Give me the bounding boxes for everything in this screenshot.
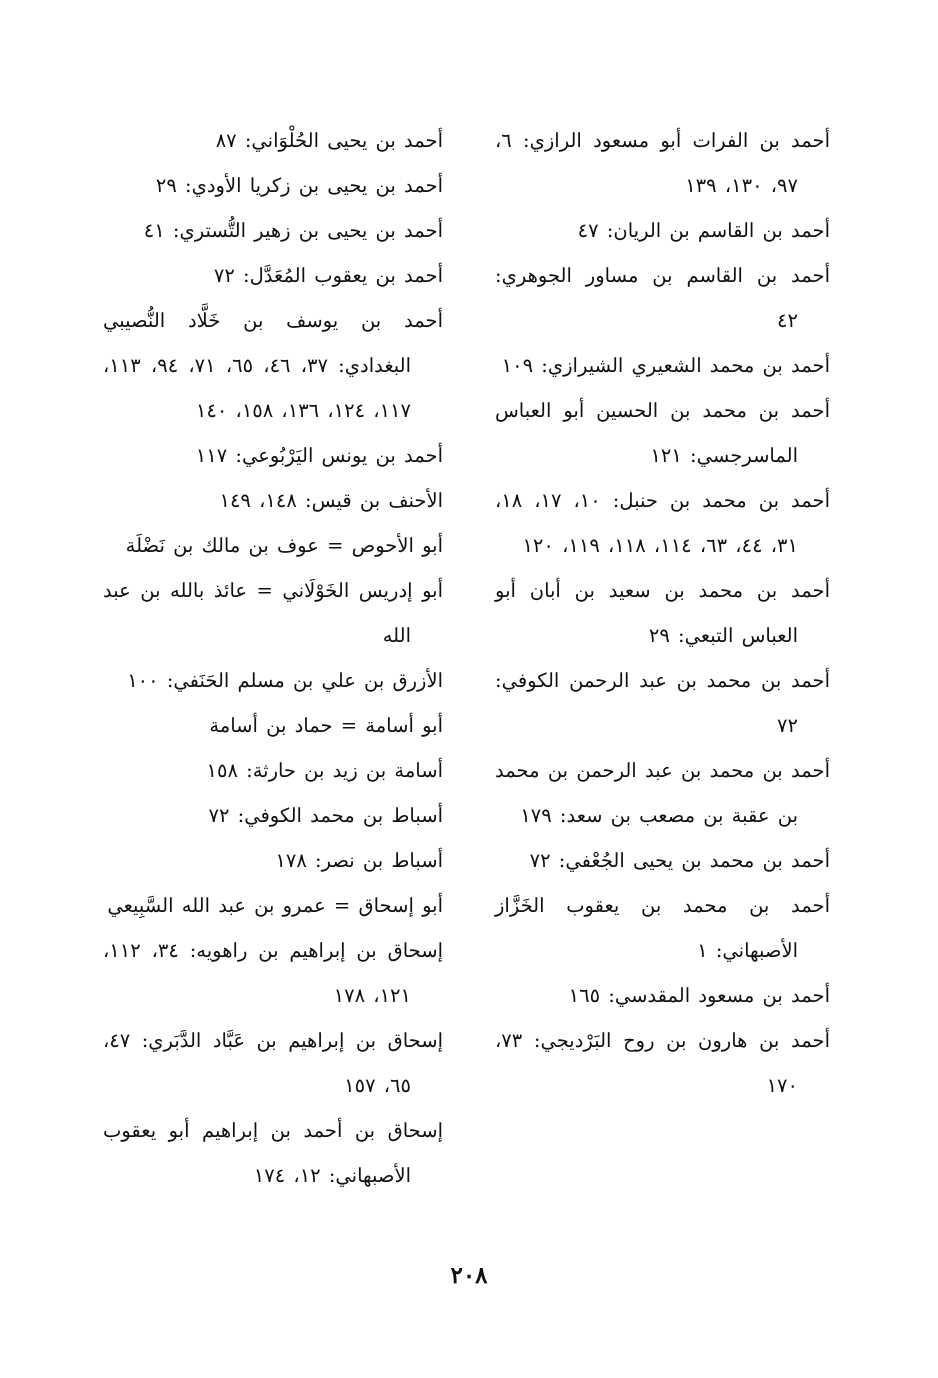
index-entry: أحمد بن يحيى بن زهير التُّستري: ٤١ bbox=[143, 219, 443, 242]
index-entry: أسباط بن محمد الكوفي: ٧٢ bbox=[208, 804, 443, 827]
index-entry: أحمد بن يعقوب المُعَدَّل: ٧٢ bbox=[213, 264, 443, 287]
index-entry: أحمد بن محمد بن يعقوب الخَزَّاز الأصبهاني: ١ bbox=[495, 894, 830, 962]
index-entry: إسحاق بن إبراهيم بن راهويه: ٣٤، ١١٢، ١٢١، ١٧٨ bbox=[103, 939, 443, 1007]
index-column-right bbox=[495, 118, 830, 1108]
index-entry: أحمد بن محمد بن سعيد بن أبان أبو العباس التبعي: ٢٩ bbox=[495, 579, 830, 647]
index-entry: أحمد بن محمد بن حنبل: ١٠، ١٧، ١٨، ٣١، ٤٤، ٦٣، ١١٤، ١١٨، ١١٩، ١٢٠ bbox=[495, 489, 830, 557]
index-entry: أبو أسامة = حماد بن أسامة bbox=[209, 714, 443, 737]
index-entry: أسباط بن نصر: ١٧٨ bbox=[275, 849, 443, 872]
index-entry: أحمد بن محمد الشعيري الشيرازي: ١٠٩ bbox=[501, 354, 830, 377]
index-entry: إسحاق بن إبراهيم بن عَبَّاد الدَّبَري: ٤٧، ٦٥، ١٥٧ bbox=[103, 1029, 443, 1097]
index-entry: أحمد بن محمد بن يحيى الجُعْفي: ٧٢ bbox=[529, 849, 830, 872]
index-entry: أبو إدريس الخَوْلَاني = عائذ بالله بن عبد الله bbox=[103, 579, 443, 647]
index-entry: أبو إسحاق = عمرو بن عبد الله السَّبِيعي bbox=[107, 894, 443, 917]
index-column-left bbox=[103, 118, 443, 1198]
index-entry: أحمد بن يوسف بن خَلَّاد النُّصيبي البغدادي: ٣٧، ٤٦، ٦٥، ٧١، ٩٤، ١١٣، ١١٧، ١٢٤، ١٣٦، ١٥٨، ١٤٠ bbox=[103, 309, 443, 422]
index-entry: أحمد بن القاسم بن مساور الجوهري: ٤٢ bbox=[495, 264, 830, 332]
index-entry: أحمد بن هارون بن روح البَرْديجي: ٧٣، ١٧٠ bbox=[495, 1029, 830, 1097]
index-entry: أحمد بن القاسم بن الريان: ٤٧ bbox=[577, 219, 830, 242]
index-entry: أحمد بن محمد بن عبد الرحمن الكوفي: ٧٢ bbox=[495, 669, 830, 737]
index-entry: الأحنف بن قيس: ١٤٨، ١٤٩ bbox=[219, 489, 443, 512]
index-entry: أحمد بن يحيى بن زكريا الأودي: ٢٩ bbox=[155, 174, 443, 197]
index-entry: أسامة بن زيد بن حارثة: ١٥٨ bbox=[206, 759, 443, 782]
index-entry: أحمد بن محمد بن عبد الرحمن بن محمد بن عقبة بن مصعب بن سعد: ١٧٩ bbox=[495, 759, 830, 827]
index-entry: أحمد بن يونس اليَرْبُوعي: ١١٧ bbox=[195, 444, 443, 467]
index-entry: أحمد بن مسعود المقدسي: ١٦٥ bbox=[568, 984, 830, 1007]
index-entry: أحمد بن الفرات أبو مسعود الرازي: ٦، ٩٧، ١٣٠، ١٣٩ bbox=[495, 129, 830, 197]
index-entry: أحمد بن يحيى الحُلْوَاني: ٨٧ bbox=[215, 129, 443, 152]
page-number: ٢٠٨ bbox=[450, 1262, 488, 1289]
index-entry: أحمد بن محمد بن الحسين أبو العباس الماسرجسي: ١٢١ bbox=[495, 399, 830, 467]
index-entry: إسحاق بن أحمد بن إبراهيم أبو يعقوب الأصبهاني: ١٢، ١٧٤ bbox=[103, 1119, 443, 1187]
index-entry: أبو الأحوص = عوف بن مالك بن نَضْلَة bbox=[125, 534, 443, 557]
index-entry: الأزرق بن علي بن مسلم الحَنَفي: ١٠٠ bbox=[127, 669, 443, 692]
